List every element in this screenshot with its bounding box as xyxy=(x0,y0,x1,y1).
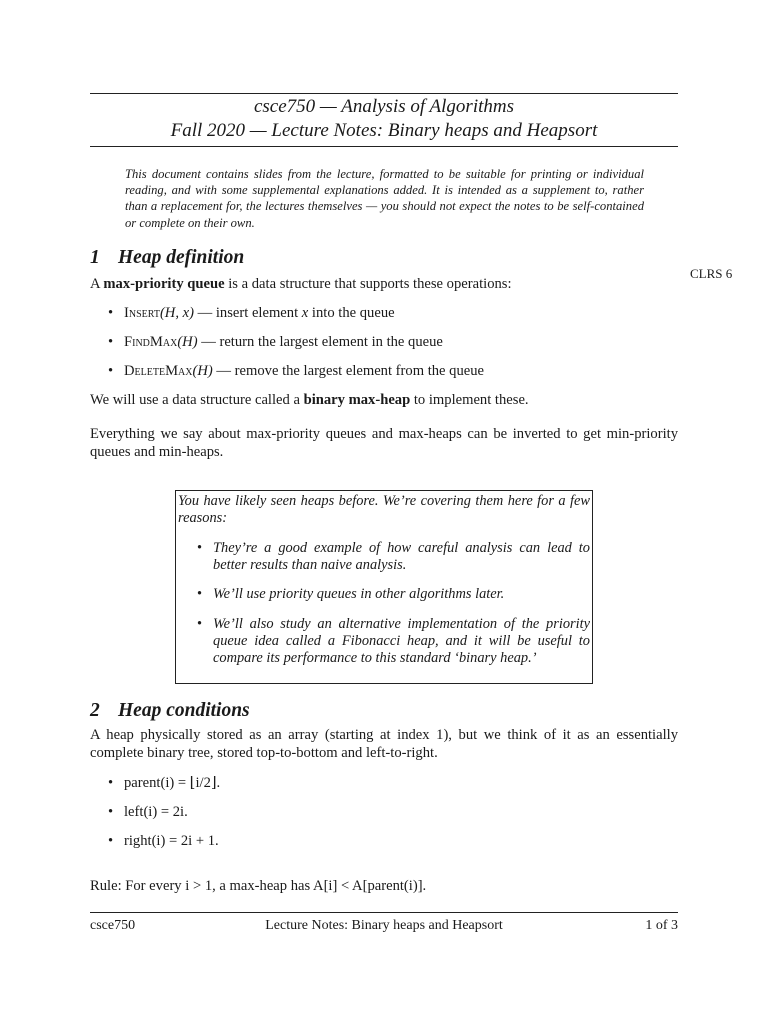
operation-name: Insert xyxy=(124,305,160,321)
document-title xyxy=(90,95,678,143)
bullet-icon: • xyxy=(108,804,114,820)
intro-text-end: is a data structure that supports these operations: xyxy=(224,276,512,292)
header-top-rule xyxy=(90,93,678,94)
bullet-icon: • xyxy=(108,363,114,379)
formula-right xyxy=(108,832,219,850)
footer-rule xyxy=(90,912,678,913)
bullet-icon: • xyxy=(108,775,114,791)
operation-desc: — return the largest element in the queue xyxy=(197,334,443,350)
footer-course: csce750 xyxy=(90,918,136,933)
operation-name: DeleteMax xyxy=(124,363,193,379)
formula-parent xyxy=(108,774,220,792)
bullet-icon: • xyxy=(197,616,203,632)
note-box-item xyxy=(197,586,590,603)
operation-desc: — insert element xyxy=(193,305,302,321)
section-1-number: 1 xyxy=(90,247,100,268)
section-1-invert: Everything we say about max-priority queues and max-heaps can be inverted to get min-priority queues and min-heaps. xyxy=(90,426,678,460)
formula-text: right(i) = 2i + 1. xyxy=(124,833,219,849)
bullet-icon: • xyxy=(197,586,203,602)
section-1-heading xyxy=(90,247,244,269)
footer-page-number: 1 of 3 xyxy=(645,918,678,933)
note-box-item xyxy=(197,540,590,574)
operation-insert xyxy=(108,304,395,322)
bullet-icon: • xyxy=(108,833,114,849)
use-term: binary max-heap xyxy=(303,392,411,408)
footer-title: Lecture Notes: Binary heaps and Heapsort xyxy=(265,918,503,933)
operation-var: x xyxy=(301,305,309,321)
operation-desc-end: into the queue xyxy=(308,305,395,321)
section-1-title: Heap definition xyxy=(118,247,245,268)
intro-text: A xyxy=(90,276,104,292)
bullet-icon: • xyxy=(197,540,203,556)
section-2-para: A heap physically stored as an array (starting at index 1), but we think of it as an essentially complete binary tree, stored top-to-bottom and left-to-right. xyxy=(90,727,678,761)
section-2-title: Heap conditions xyxy=(118,700,250,721)
title-line-course: csce750 — Analysis of Algorithms xyxy=(253,96,515,117)
operation-deletemax xyxy=(108,362,484,380)
heap-rule: Rule: For every i > 1, a max-heap has A[i] < A[parent(i)]. xyxy=(90,878,427,894)
margin-note-reference: CLRS 6 xyxy=(690,266,733,281)
use-text: We will use a data structure called a xyxy=(90,392,304,408)
operation-name: FindMax xyxy=(124,334,178,350)
operation-args: (H, x) xyxy=(159,305,194,321)
note-box-item-text: We’ll also study an alternative implementation of the priority queue idea called a Fibonacci heap, and it will be useful to compare its performance to this standard ‘binary heap.’ xyxy=(213,616,590,666)
formula-text: left(i) = 2i. xyxy=(124,804,188,820)
section-1-use xyxy=(90,391,678,409)
abstract: This document contains slides from the lecture, formatted to be suitable for printing or individual reading, and with some supplemental explanations added. It is intended as a supplement to, rather than a replacement for, the lectures themselves — you should not expect the notes to be self-contained or complete on their own. xyxy=(125,167,644,230)
use-text-end: to implement these. xyxy=(410,392,529,408)
operation-desc: — remove the largest element from the queue xyxy=(212,363,485,379)
bullet-icon: • xyxy=(108,305,114,321)
operation-findmax xyxy=(108,333,443,351)
note-box-intro: You have likely seen heaps before. We’re covering them here for a few reasons: xyxy=(178,493,590,526)
formula-text: parent(i) = ⌊i/2⌋. xyxy=(124,775,221,791)
section-1-intro xyxy=(90,275,678,293)
title-line-lecture: Fall 2020 — Lecture Notes: Binary heaps and Heapsort xyxy=(170,120,598,141)
intro-term: max-priority queue xyxy=(103,276,225,292)
operation-args: (H) xyxy=(177,334,198,350)
note-box-item-text: We’ll use priority queues in other algorithms later. xyxy=(213,586,505,602)
formula-left xyxy=(108,803,188,821)
note-box-item xyxy=(197,616,590,667)
section-2-heading xyxy=(90,700,250,722)
header-bottom-rule xyxy=(90,146,678,147)
section-2-number: 2 xyxy=(90,700,100,721)
operation-args: (H) xyxy=(192,363,213,379)
note-box-item-text: They’re a good example of how careful analysis can lead to better results than naive analysis. xyxy=(213,540,590,573)
bullet-icon: • xyxy=(108,334,114,350)
